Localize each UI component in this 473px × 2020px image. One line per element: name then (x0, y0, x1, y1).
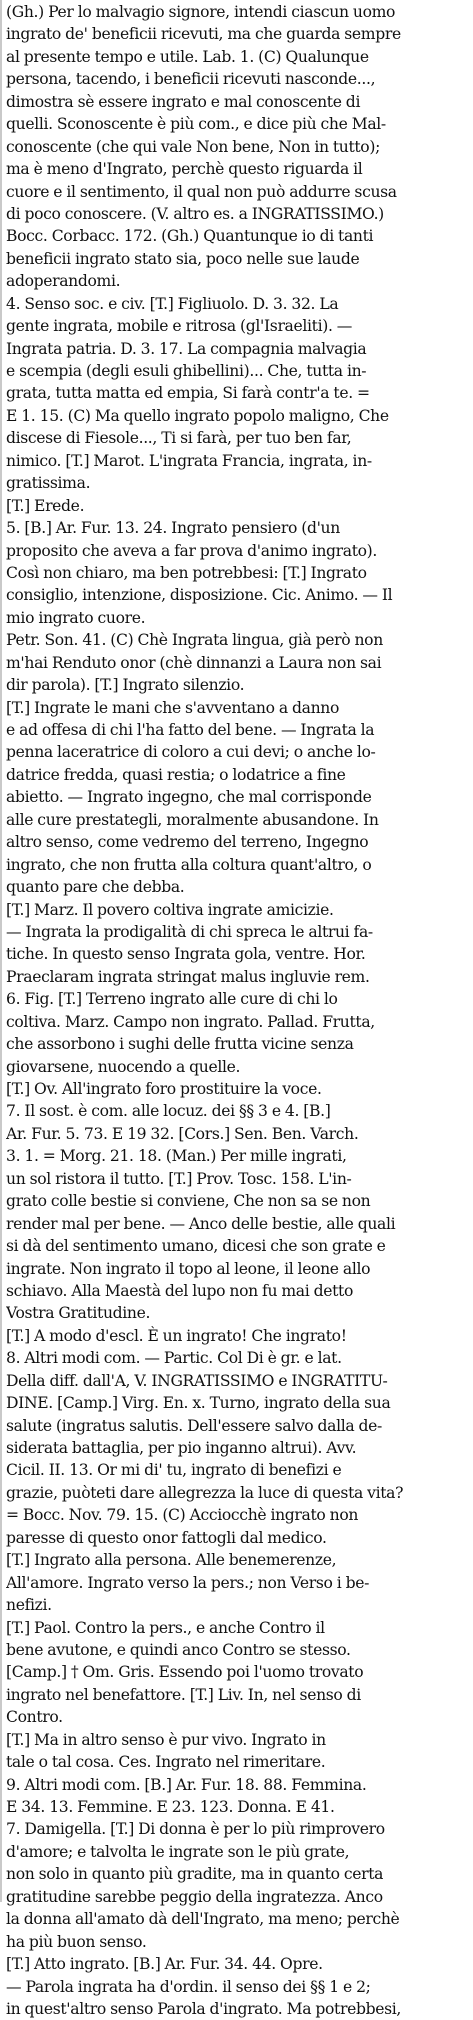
text-line: gente ingrata, mobile e ritrosa (gl'Israeliti). — (6, 317, 353, 336)
text-line: giovarsene, nuocendo a quelle. (6, 1057, 241, 1076)
text-line: Petr. Son. 41. (C) Chè Ingrata lingua, già però non (6, 631, 383, 650)
text-line: cuore e il sentimento, il qual non può addurre scusa (6, 182, 397, 201)
text-line: che assorbono i sughi delle frutta vicine senza (6, 1035, 354, 1054)
text-line: [T.] Marz. Il povero coltiva ingrate amicizie. (6, 900, 334, 919)
text-line: nimico. [T.] Marot. L'ingrata Francia, ingrata, in- (6, 451, 372, 470)
text-line: Vostra Gratitudine. (6, 1304, 151, 1323)
text-line: Cicil. II. 13. Or mi di' tu, ingrato di benefizi e (6, 1461, 342, 1480)
text-line: render mal per bene. — Anco delle bestie, alle quali (6, 1214, 396, 1233)
text-line: conoscente (che qui vale Non bene, Non in tutto); (6, 137, 380, 156)
text-line: E 1. 15. (C) Ma quello ingrato popolo maligno, Che (6, 406, 389, 425)
text-line: [T.] Ingrato alla persona. Alle benemerenze, (6, 1551, 337, 1570)
text-line: tiche. In questo senso Ingrata gola, ventre. Hor. (6, 945, 366, 964)
text-line: persona, tacendo, i beneficii ricevuti nasconde..., (6, 70, 376, 89)
text-line: si dà del sentimento umano, dicesi che son grate e (6, 1237, 386, 1256)
text-line: All'amore. Ingrato verso la pers.; non Verso i be- (6, 1573, 370, 1592)
text-line: Praeclaram ingrata stringat malus ingluvie rem. (6, 967, 370, 986)
text-line: [T.] Erede. (6, 496, 85, 515)
text-line: Bocc. Corbacc. 172. (Gh.) Quantunque io di tanti (6, 227, 374, 246)
text-line: gratissima. (6, 474, 91, 493)
text-line: 6. Fig. [T.] Terreno ingrato alle cure di chi lo (6, 990, 338, 1009)
text-line: di poco conoscere. (V. altro es. a INGRATISSIMO.) (6, 204, 384, 223)
text-line: 7. Damigella. [T.] Di donna è per lo più rimprovero (6, 1820, 385, 1839)
text-line: ingrato de' beneficii ricevuti, ma che guarda sempre (6, 25, 401, 44)
text-line: dir parola). [T.] Ingrato silenzio. (6, 676, 245, 695)
page-edge-shadow (0, 0, 2, 1902)
text-line: la donna all'amato dà dell'Ingrato, ma meno; perchè (6, 1910, 400, 1929)
text-line: nefizi. (6, 1596, 52, 1615)
text-line: e scempia (degli esuli ghibellini)... Che, tutta in- (6, 362, 367, 380)
text-line: = Bocc. Nov. 79. 15. (C) Acciocchè ingrato non (6, 1506, 359, 1525)
text-line: Così non chiaro, ma ben potrebbesi: [T.] Ingrato (6, 563, 367, 582)
text-line: un sol ristora il tutto. [T.] Prov. Tosc. 158. L'in- (6, 1169, 352, 1188)
text-line: alle cure prestategli, moralmente abusandone. In (6, 810, 379, 829)
entry-text-column (6, 1, 469, 2020)
text-line: Della diff. dall'A, V. INGRATISSIMO e INGRATITU- (6, 1371, 388, 1390)
text-line: grazie, puòteti dare allegrezza la luce di questa vita? (6, 1483, 404, 1502)
text-line: schiavo. Alla Maestà del lupo non fu mai detto (6, 1281, 353, 1300)
text-line: consiglio, intenzione, disposizione. Cic. Animo. — Il (6, 586, 393, 605)
text-line: grata, tutta matta ed empia, Si farà contr'a te. = (6, 384, 370, 403)
text-line: ingrato nel benefattore. [T.] Liv. In, nel senso di (6, 1685, 361, 1704)
text-line: al presente tempo e utile. Lab. 1. (C) Qualunque (6, 47, 369, 66)
text-line: [T.] Ma in altro senso è pur vivo. Ingrato in (6, 1730, 326, 1749)
text-line: coltiva. Marz. Campo non ingrato. Pallad. Frutta, (6, 1012, 375, 1031)
text-line: 9. Altri modi com. [B.] Ar. Fur. 18. 88. Femmina. (6, 1775, 367, 1794)
text-line: [T.] Ov. All'ingrato foro prostituire la voce. (6, 1080, 322, 1098)
text-line: bene avutone, e quindi anco Contro se stesso. (6, 1640, 351, 1659)
text-line: ingrato, che non frutta alla coltura quant'altro, o (6, 855, 372, 874)
text-line: [T.] Paol. Contro la pers., e anche Contro il (6, 1618, 325, 1637)
text-line: quelli. Sconoscente è più com., e dice più che Mal- (6, 115, 386, 134)
text-line: (Gh.) Per lo malvagio signore, intendi ciascun uomo (6, 3, 396, 21)
text-line: 5. [B.] Ar. Fur. 13. 24. Ingrato pensiero (d'un (6, 519, 340, 538)
text-line: in quest'altro senso Parola d'ingrato. Ma potrebbesi, (6, 1999, 401, 2018)
text-line: 3. 1. = Morg. 21. 18. (Man.) Per mille ingrati, (6, 1147, 347, 1166)
text-line: salute (ingratus salutis. Dell'essere salvo dalla de- (6, 1416, 382, 1435)
text-line: 8. Altri modi com. — Partic. Col Di è gr. e lat. (6, 1349, 342, 1368)
text-line: beneficii ingrato stato sia, poco nelle sue laude (6, 249, 360, 268)
text-line: datrice fredda, quasi restia; o lodatrice a fine (6, 765, 346, 784)
text-line: d'amore; e talvolta le ingrate son le più grate, (6, 1842, 350, 1861)
text-line: altro senso, come vedremo del terreno, Ingegno (6, 833, 369, 852)
text-line: ha più buon senso. (6, 1932, 147, 1951)
text-line: ingrate. Non ingrato il topo al leone, il leone allo (6, 1259, 371, 1278)
text-line: penna laceratrice di coloro a cui devi; o anche lo- (6, 743, 376, 762)
text-line: [T.] Atto ingrato. [B.] Ar. Fur. 34. 44. Opre. (6, 1955, 323, 1974)
text-line: e ad offesa di chi l'ha fatto del bene. — Ingrata la (6, 721, 375, 739)
text-line: tale o tal cosa. Ces. Ingrato nel rimeritare. (6, 1753, 326, 1772)
text-line: Ar. Fur. 5. 73. E 19 32. [Cors.] Sen. Ben. Varch. (6, 1124, 359, 1143)
text-line: proposito che aveva a far prova d'animo ingrato). (6, 541, 378, 560)
text-line: E 34. 13. Femmine. E 23. 123. Donna. E 41. (6, 1798, 335, 1816)
text-line: abietto. — Ingrato ingegno, che mal corrisponde (6, 788, 372, 807)
text-line: non solo in quanto più gradite, ma in quanto certa (6, 1865, 384, 1884)
text-line: gratitudine sarebbe peggio della ingratezza. Anco (6, 1887, 383, 1906)
text-line: 7. Il sost. è com. alle locuz. dei §§ 3 e 4. [B.] (6, 1102, 331, 1121)
text-line: grato colle bestie si conviene, Che non sa se non (6, 1192, 371, 1211)
text-line: m'hai Renduto onor (chè dinnanzi a Laura non sai (6, 653, 382, 672)
text-line: [Camp.] † Om. Gris. Essendo poi l'uomo trovato (6, 1663, 364, 1682)
text-line: DINE. [Camp.] Virg. En. x. Turno, ingrato della sua (6, 1394, 391, 1413)
text-line: Contro. (6, 1708, 63, 1727)
text-line: discese di Fiesole..., Ti si farà, per tuo ben far, (6, 429, 352, 448)
text-line: — Ingrata la prodigalità di chi spreca le altrui fa- (6, 922, 373, 941)
text-line: 4. Senso soc. e civ. [T.] Figliuolo. D. 3. 32. La (6, 294, 339, 313)
text-line: [T.] A modo d'escl. È un ingrato! Che ingrato! (6, 1326, 347, 1345)
text-line: — Parola ingrata ha d'ordin. il senso dei §§ 1 e 2; (6, 1977, 371, 1996)
text-line: quanto pare che debba. (6, 878, 185, 897)
text-line: mio ingrato cuore. (6, 608, 146, 627)
text-line: dimostra sè essere ingrato e mal conoscente di (6, 92, 361, 111)
text-line: siderata battaglia, per pio inganno altrui). Avv. (6, 1439, 357, 1457)
text-line: paresse di questo onor fattogli dal medico. (6, 1528, 327, 1547)
text-line: [T.] Ingrate le mani che s'avventano a danno (6, 698, 340, 717)
text-line: Ingrata patria. D. 3. 17. La compagnia malvagia (6, 339, 367, 358)
text-line: adoperandomi. (6, 272, 121, 291)
text-line: ma è meno d'Ingrato, perchè questo riguarda il (6, 160, 363, 179)
